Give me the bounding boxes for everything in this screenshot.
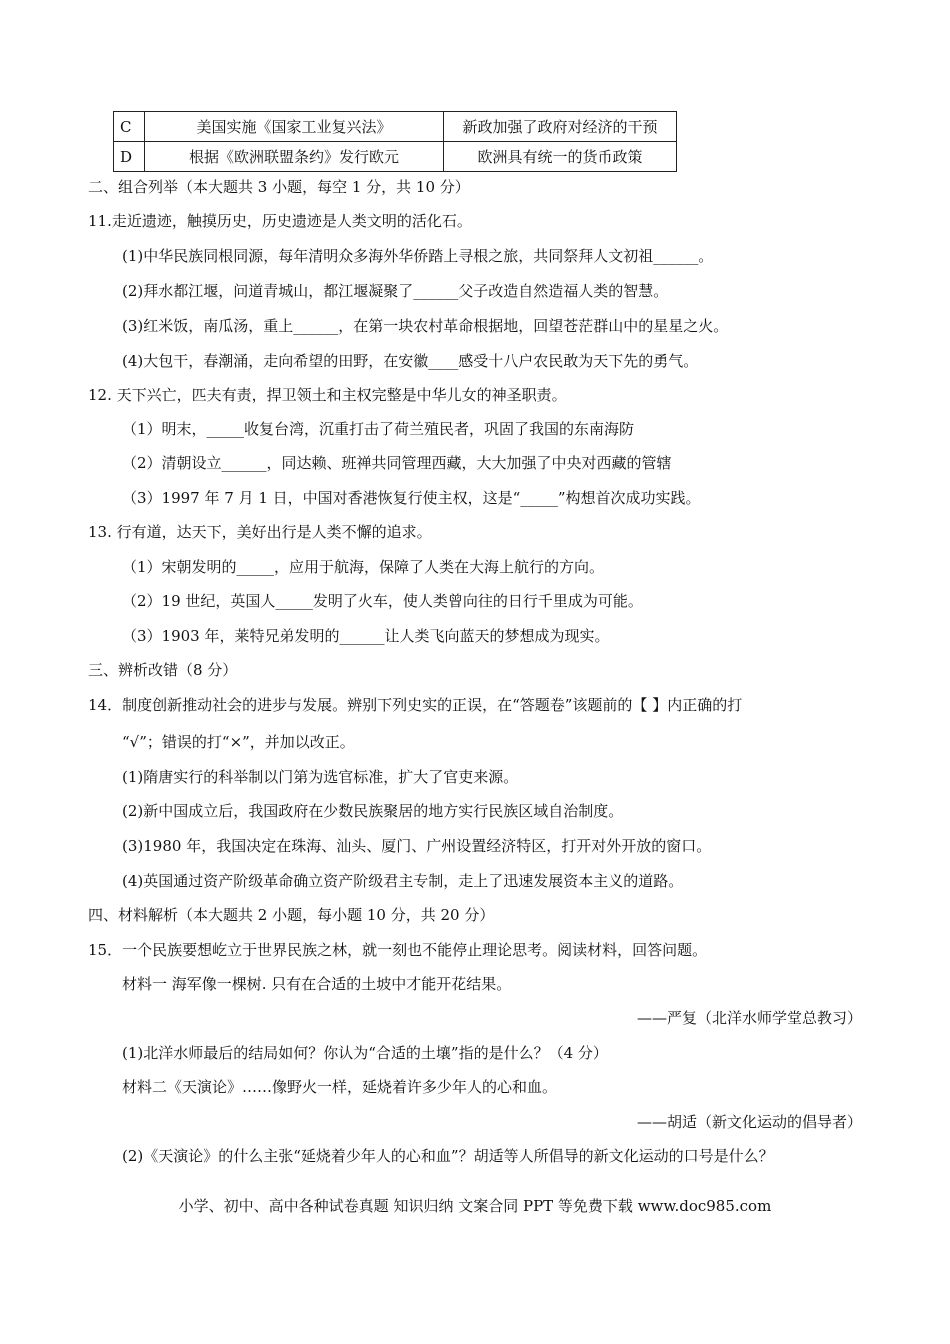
section-heading: 二、组合列举（本大题共 3 小题，每空 1 分，共 10 分） bbox=[88, 178, 470, 196]
question-item: (1)北洋水师最后的结局如何？你认为“合适的土壤”指的是什么？（4 分） bbox=[122, 1044, 608, 1062]
question-item: (4)大包干，春潮涌，走向希望的田野，在安徽____感受十八户农民敢为天下先的勇气。 bbox=[122, 352, 699, 370]
question-item: （1）明末，_____收复台湾，沉重打击了荷兰殖民者，巩固了我国的东南海防 bbox=[122, 420, 635, 438]
question-stem: 15．一个民族要想屹立于世界民族之林，就一刻也不能停止理论思考。阅读材料，回答问题。 bbox=[88, 941, 708, 959]
question-item: （3）1903 年，莱特兄弟发明的______让人类飞向蓝天的梦想成为现实。 bbox=[122, 627, 610, 645]
material-source: ——严复（北洋水师学堂总教习） bbox=[636, 1009, 862, 1027]
section-heading: 四、材料解析（本大题共 2 小题，每小题 10 分，共 20 分） bbox=[88, 906, 495, 924]
question-item: (3)红米饭，南瓜汤，重上______，在第一块农村革命根据地，回望苍茫群山中的星星之火。 bbox=[122, 317, 729, 335]
question-item: （1）宋朝发明的_____，应用于航海，保障了人类在大海上航行的方向。 bbox=[122, 558, 605, 576]
question-stem: 13. 行有道，达天下，美好出行是人类不懈的追求。 bbox=[88, 523, 432, 541]
option-meaning: 欧洲具有统一的货币政策 bbox=[444, 142, 677, 172]
table-row bbox=[114, 142, 677, 172]
material-source: ——胡适（新文化运动的倡导者） bbox=[636, 1113, 862, 1131]
material-text: 材料二《天演论》……像野火一样，延烧着许多少年人的心和血。 bbox=[122, 1078, 558, 1096]
page-footer: 小学、初中、高中各种试卷真题 知识归纳 文案合同 PPT 等免费下载 www.doc985.com bbox=[178, 1197, 772, 1215]
question-item: （2）清朝设立______，同达赖、班禅共同管理西藏，大大加强了中央对西藏的管辖 bbox=[122, 454, 672, 472]
question-item: (2)新中国成立后，我国政府在少数民族聚居的地方实行民族区域自治制度。 bbox=[122, 802, 624, 820]
question-stem: 14．制度创新推动社会的进步与发展。辨别下列史实的正误，在“答题卷”该题前的【 】内正确的打 bbox=[88, 696, 743, 714]
question-item: （3）1997 年 7 月 1 日，中国对香港恢复行使主权，这是“_____”构想首次成功实践。 bbox=[122, 489, 701, 507]
question-item: (1)中华民族同根同源，每年清明众多海外华侨踏上寻根之旅，共同祭拜人文初祖______。 bbox=[122, 247, 714, 265]
question-item: (4)英国通过资产阶级革命确立资产阶级君主专制，走上了迅速发展资本主义的道路。 bbox=[122, 872, 684, 890]
question-item: （2）19 世纪，英国人_____发明了火车，使人类曾向往的日行千里成为可能。 bbox=[122, 592, 643, 610]
option-letter: D bbox=[114, 142, 145, 172]
question-item: (1)隋唐实行的科举制以门第为选官标准，扩大了官吏来源。 bbox=[122, 768, 519, 786]
question-stem: 12. 天下兴亡，匹夫有责，捍卫领土和主权完整是中华儿女的神圣职责。 bbox=[88, 386, 567, 404]
material-text: 材料一 海军像一棵树. 只有在合适的土坡中才能开花结果。 bbox=[122, 975, 512, 993]
table-row bbox=[114, 112, 677, 142]
option-meaning: 新政加强了政府对经济的干预 bbox=[444, 112, 677, 142]
question-item: (2)《天演论》的什么主张“延烧着少年人的心和血”？胡适等人所倡导的新文化运动的口号是什么？ bbox=[122, 1147, 774, 1165]
question-item: (2)拜水都江堰，问道青城山，都江堰凝聚了______父子改造自然造福人类的智慧。 bbox=[122, 282, 669, 300]
question-stem: 11.走近遗迹，触摸历史，历史遗迹是人类文明的活化石。 bbox=[88, 212, 472, 230]
option-event: 美国实施《国家工业复兴法》 bbox=[145, 112, 444, 142]
option-letter: C bbox=[114, 112, 145, 142]
option-event: 根据《欧洲联盟条约》发行欧元 bbox=[145, 142, 444, 172]
options-table bbox=[113, 111, 677, 172]
question-item: (3)1980 年，我国决定在珠海、汕头、厦门、广州设置经济特区，打开对外开放的窗口。 bbox=[122, 837, 712, 855]
section-heading: 三、辨析改错（8 分） bbox=[88, 661, 238, 679]
question-stem-continued: “√”；错误的打“×”，并加以改正。 bbox=[122, 733, 355, 751]
